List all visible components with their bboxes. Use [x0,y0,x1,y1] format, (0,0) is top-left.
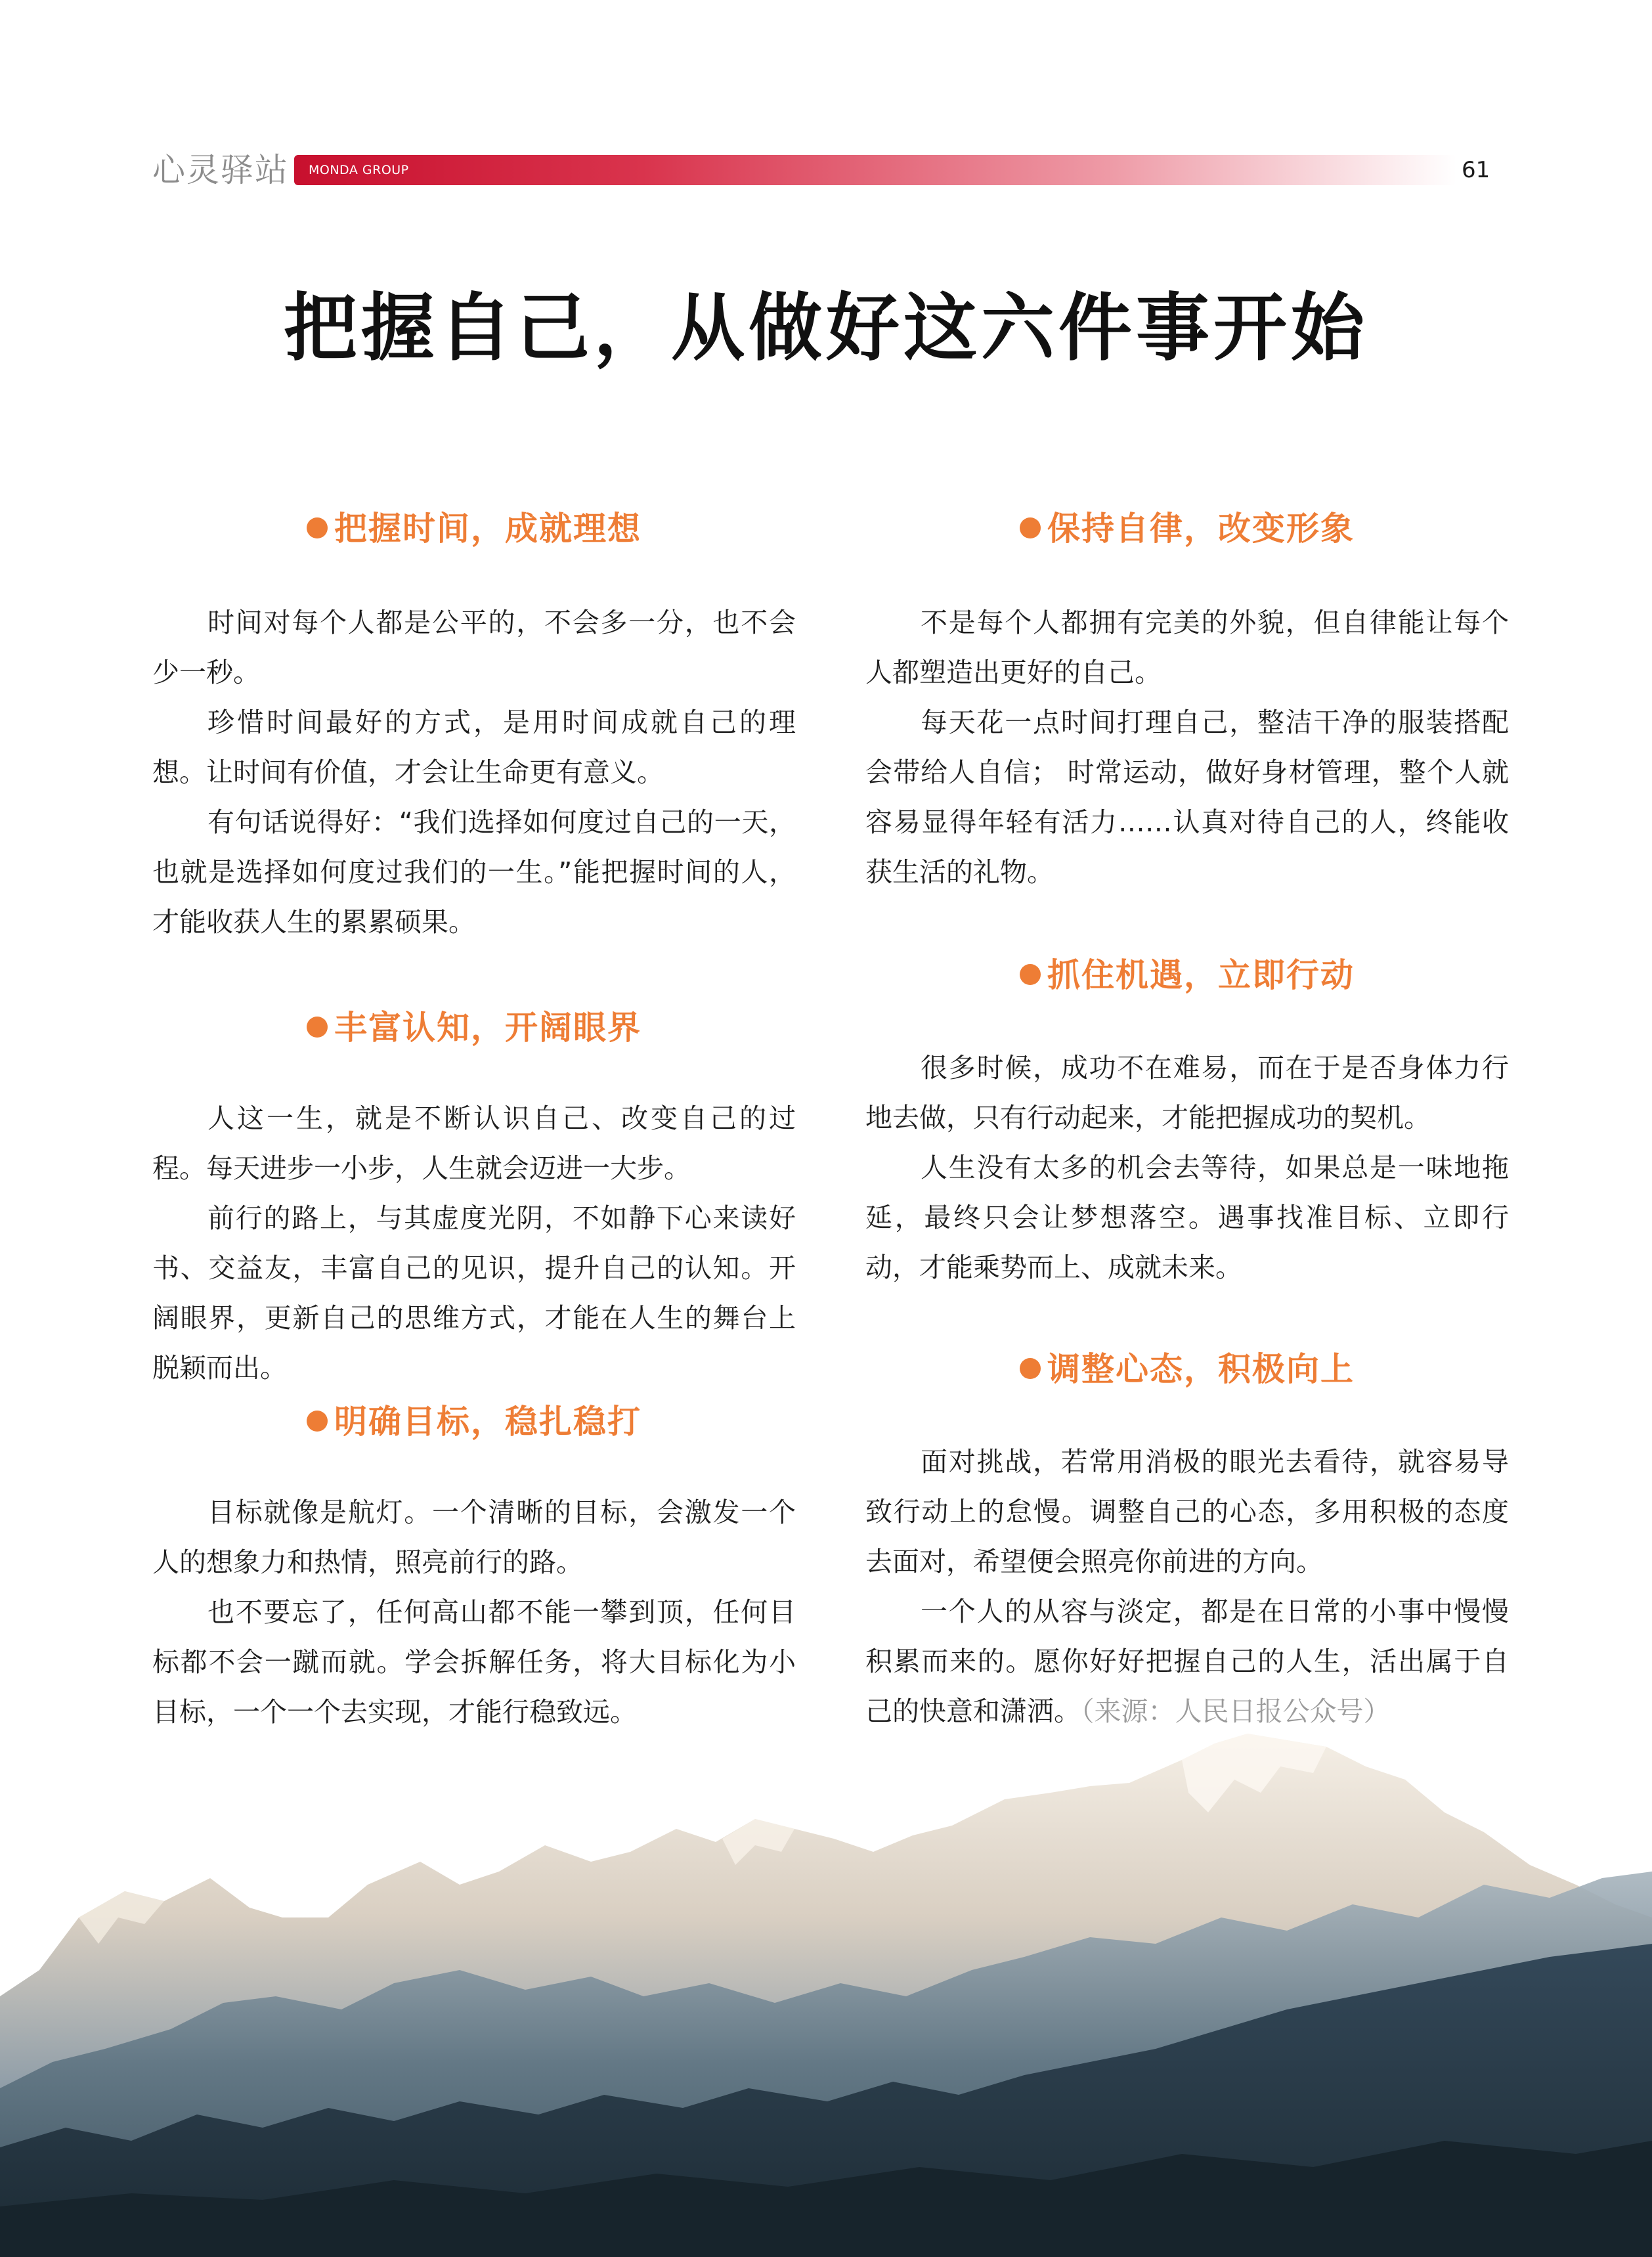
paragraph: 也不要忘了，任何高山都不能一攀到顶，任何目标都不会一蹴而就。学会拆解任务，将大目标化为小目标，一个一个去实现，才能行稳致远。 [152,1596,796,1728]
paragraph: 时间对每个人都是公平的，不会多一分，也不会少一秒。 [152,607,796,688]
bullet-dot-icon [307,1017,328,1038]
section-1-body [152,598,796,947]
section-heading: 把握时间，成就理想 [334,510,641,548]
section-heading: 抓住机遇，立即行动 [1047,956,1355,994]
bullet-dot-icon [1020,964,1041,985]
page-header [0,144,1652,197]
section-5-body [865,1043,1509,1292]
paragraph: 人这一生，就是不断认识自己、改变自己的过程。每天进步一小步，人生就会迈进一大步。 [152,1103,796,1184]
paragraph: 人生没有太多的机会去等待，如果总是一味地拖延，最终只会让梦想落空。遇事找准目标、立即行动，才能乘势而上、成就未来。 [865,1152,1509,1283]
section-heading: 丰富认知，开阔眼界 [334,1009,641,1047]
brand-label: MONDA GROUP [309,163,409,177]
section-name: 心灵驿站 [152,151,289,189]
section-2-body [152,1093,796,1393]
section-6 [865,1340,1509,1399]
section-heading: 明确目标，稳扎稳打 [334,1403,641,1441]
section-6-body [865,1437,1509,1736]
header-bar [294,155,1456,185]
paragraph: 不是每个人都拥有完美的外貌，但自律能让每个人都塑造出更好的自己。 [865,607,1509,688]
paragraph: 前行的路上，与其虚度光阴，不如静下心来读好书、交益友，丰富自己的见识，提升自己的认知。开阔眼界，更新自己的思维方式，才能在人生的舞台上脱颖而出。 [152,1202,796,1384]
section-3 [152,1392,796,1451]
bullet-dot-icon [307,517,328,538]
page-number: 61 [1462,157,1490,183]
section-heading: 保持自律，改变形象 [1047,510,1355,548]
source-note: （来源：人民日报公众号） [1081,1696,1391,1727]
article-title: 把握自己，从做好这六件事开始 [284,286,1368,371]
bullet-dot-icon [1020,1358,1041,1379]
section-3-body [152,1487,796,1737]
paragraph: 珍惜时间最好的方式，是用时间成就自己的理想。让时间有价值，才会让生命更有意义。 [152,707,796,788]
section-5 [865,946,1509,1005]
left-column [152,499,796,1728]
section-2 [152,998,796,1057]
paragraph: 有句话说得好：“我们选择如何度过自己的一天，也就是选择如何度过我们的一生。”能把握时间的人，才能收获人生的累累硕果。 [152,806,796,938]
bullet-dot-icon [307,1411,328,1432]
paragraph: 每天花一点时间打理自己，整洁干净的服装搭配会带给人自信； 时常运动，做好身材管理，整个人就容易显得年轻有活力……认真对待自己的人，终能收获生活的礼物。 [865,707,1509,888]
paragraph: 面对挑战，若常用消极的眼光去看待，就容易导致行动上的怠慢。调整自己的心态，多用积极的态度去面对，希望便会照亮你前进的方向。 [865,1446,1509,1577]
section-heading: 调整心态，积极向上 [1047,1350,1355,1388]
section-4 [865,499,1509,558]
mountain-range-illustration [0,1720,1652,2257]
bullet-dot-icon [1020,517,1041,538]
paragraph: 目标就像是航灯。一个清晰的目标，会激发一个人的想象力和热情，照亮前行的路。 [152,1497,796,1578]
paragraph: 一个人的从容与淡定，都是在日常的小事中慢慢积累而来的。愿你好好把握自己的人生，活出属于自己的快意和潇洒。 [865,1596,1509,1727]
section-4-body [865,598,1509,897]
section-1 [152,499,796,571]
paragraph: 很多时候，成功不在难易，而在于是否身体力行地去做，只有行动起来，才能把握成功的契机。 [865,1052,1509,1133]
